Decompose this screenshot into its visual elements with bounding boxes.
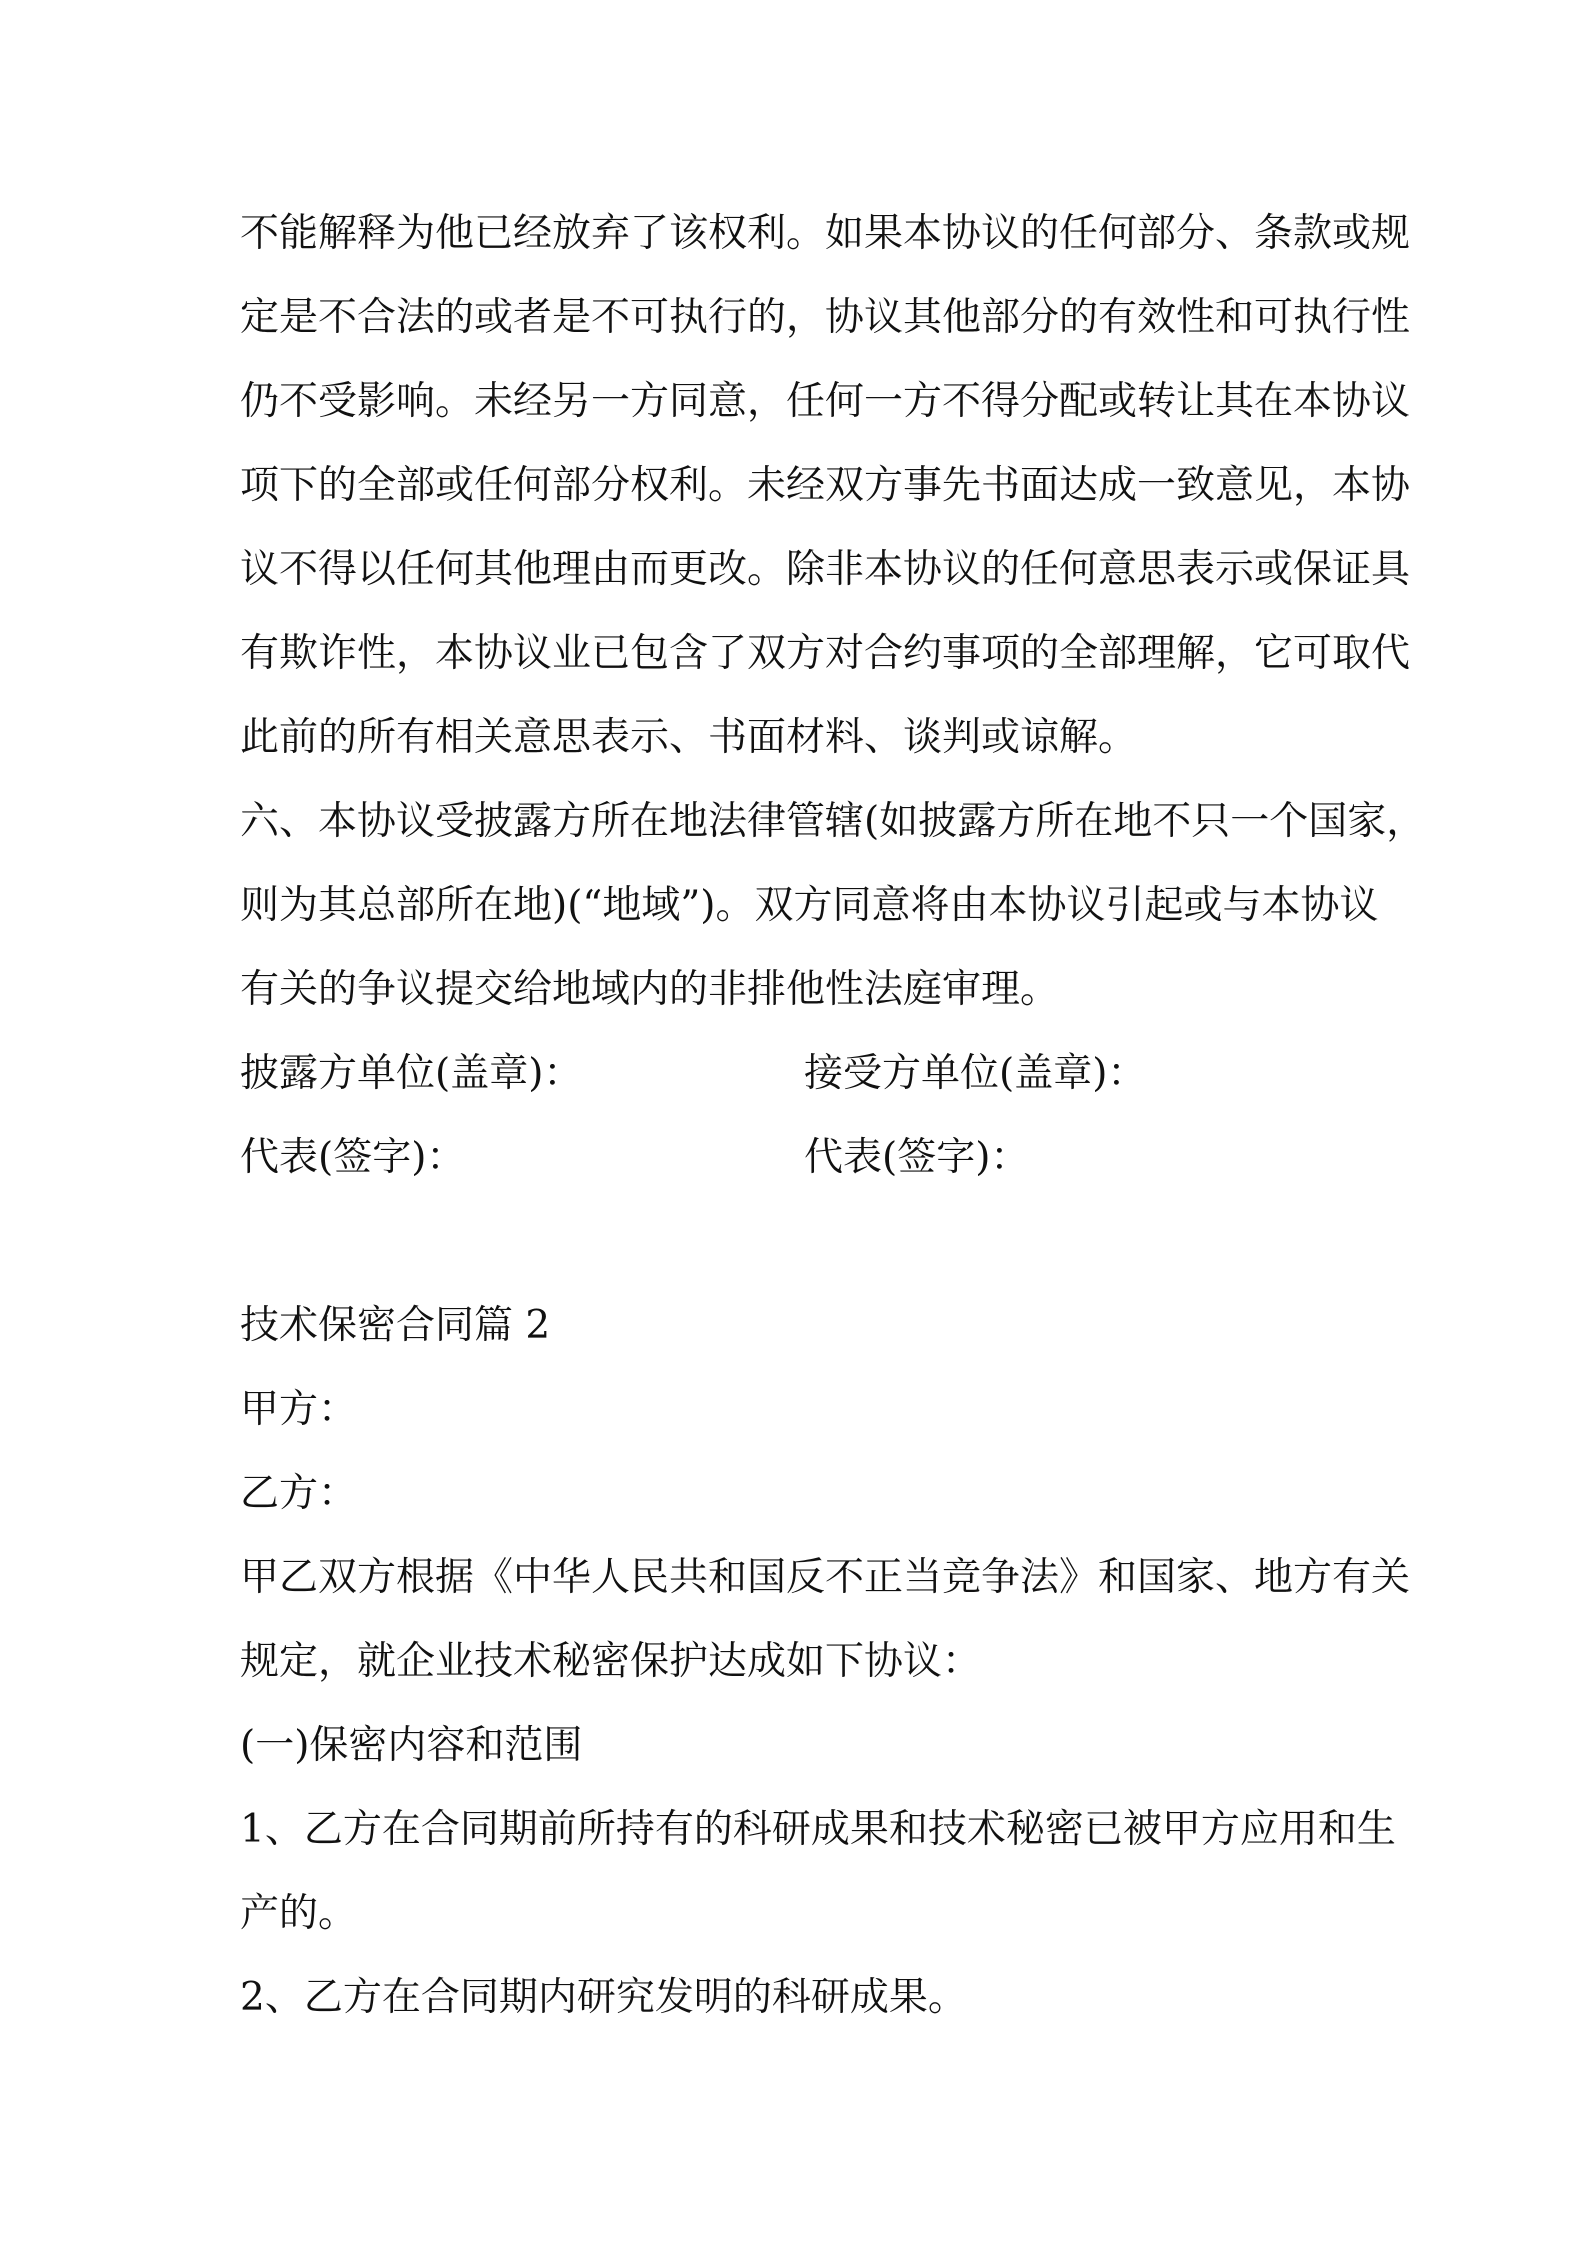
paragraph-line: 有关的争议提交给地域内的非排他性法庭审理。 (240, 967, 1060, 1012)
list-item-line: 产的。 (240, 1891, 358, 1936)
signature-block (240, 1032, 1360, 1200)
blank-line (240, 1200, 1360, 1284)
signature-row-unit (240, 1032, 1360, 1116)
paragraph-line: 不能解释为他已经放弃了该权利。如果本协议的任何部分、条款或规 (240, 211, 1411, 256)
paragraph-line: 议不得以任何其他理由而更改。除非本协议的任何意思表示或保证具 (240, 547, 1411, 592)
list-item-line: 1、乙方在合同期前所持有的科研成果和技术秘密已被甲方应用和生 (240, 1807, 1396, 1852)
section-heading: (一)保密内容和范围 (240, 1723, 583, 1768)
party-b-label: 乙方： (240, 1471, 358, 1516)
recipient-rep-label: 代表(签字)： (804, 1135, 1030, 1180)
party-a-label: 甲方： (240, 1387, 358, 1432)
contract-title: 技术保密合同篇 2 (240, 1303, 551, 1348)
clause-5-continuation (240, 192, 1411, 780)
recipient-unit-label: 接受方单位(盖章)： (804, 1051, 1147, 1096)
paragraph-line: 项下的全部或任何部分权利。未经双方事先书面达成一致意见，本协 (240, 463, 1411, 508)
discloser-unit-label: 披露方单位(盖章)： (240, 1051, 583, 1096)
discloser-rep-label: 代表(签字)： (240, 1135, 466, 1180)
paragraph-line: 六、本协议受披露方所在地法律管辖(如披露方所在地不只一个国家， (240, 799, 1426, 844)
signature-row-representative (240, 1116, 1360, 1200)
contract-2 (240, 1284, 1411, 2040)
paragraph-line: 有欺诈性，本协议业已包含了双方对合约事项的全部理解，它可取代 (240, 631, 1411, 676)
list-item: 2、乙方在合同期内研究发明的科研成果。 (240, 1975, 967, 2020)
paragraph-line: 甲乙双方根据《中华人民共和国反不正当竞争法》和国家、地方有关 (240, 1555, 1411, 1600)
paragraph-line: 定是不合法的或者是不可执行的，协议其他部分的有效性和可执行性 (240, 295, 1411, 340)
paragraph-line: 规定，就企业技术秘密保护达成如下协议： (240, 1639, 982, 1684)
paragraph-line: 仍不受影响。未经另一方同意，任何一方不得分配或转让其在本协议 (240, 379, 1411, 424)
paragraph-line: 则为其总部所在地)(“地域”)。双方同意将由本协议引起或与本协议 (240, 883, 1379, 928)
clause-6 (240, 780, 1426, 1032)
paragraph-line: 此前的所有相关意思表示、书面材料、谈判或谅解。 (240, 715, 1138, 760)
document-body (240, 192, 1426, 2040)
